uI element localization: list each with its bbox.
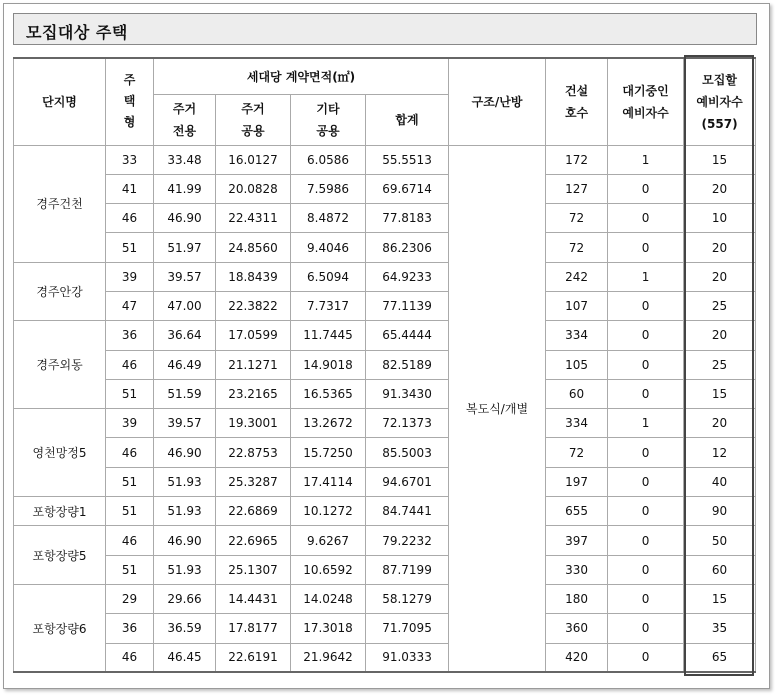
exclusive-area-cell: 51.93 [154,497,216,526]
exclusive-area-cell: 33.48 [154,145,216,174]
table-row [14,497,756,526]
shared-area-cell: 22.3822 [216,291,291,320]
total-area-cell: 91.0333 [366,643,449,672]
built-units-cell: 420 [546,643,608,672]
shared-area-cell: 20.0828 [216,174,291,203]
type-cell: 46 [106,350,154,379]
built-units-cell: 127 [546,174,608,203]
table-row [14,584,756,613]
table-row [14,145,756,174]
waiting-count-cell: 0 [608,643,684,672]
shared-area-cell: 22.4311 [216,204,291,233]
shared-area-cell: 19.3001 [216,409,291,438]
total-area-cell: 85.5003 [366,438,449,467]
recruit-count-cell: 15 [684,584,756,613]
waiting-count-cell: 0 [608,467,684,496]
header-recruit-line: (557) [701,116,738,131]
other-area-cell: 6.0586 [291,145,366,174]
shared-area-cell: 23.2165 [216,379,291,408]
header-type-line: 택 [123,94,136,109]
built-units-cell: 72 [546,233,608,262]
built-units-cell: 655 [546,497,608,526]
header-built [546,58,608,145]
other-area-cell: 10.6592 [291,555,366,584]
built-units-cell: 334 [546,321,608,350]
waiting-count-cell: 0 [608,614,684,643]
total-area-cell: 87.7199 [366,555,449,584]
waiting-count-cell: 0 [608,497,684,526]
shared-area-cell: 22.8753 [216,438,291,467]
other-area-cell: 9.6267 [291,526,366,555]
complex-name-cell: 경주외동 [14,321,106,409]
header-total: 합계 [366,94,449,145]
type-cell: 46 [106,438,154,467]
exclusive-area-cell: 51.97 [154,233,216,262]
page-title: 모집대상 주택 [26,23,128,42]
type-cell: 51 [106,555,154,584]
waiting-count-cell: 1 [608,409,684,438]
complex-name-cell: 영천망정5 [14,409,106,497]
header-shared [216,94,291,145]
total-area-cell: 71.7095 [366,614,449,643]
recruit-count-cell: 20 [684,409,756,438]
built-units-cell: 72 [546,438,608,467]
waiting-count-cell: 0 [608,291,684,320]
exclusive-area-cell: 47.00 [154,291,216,320]
header-waiting [608,58,684,145]
other-area-cell: 14.0248 [291,584,366,613]
header-type-line: 주 [123,73,136,88]
total-area-cell: 72.1373 [366,409,449,438]
built-units-cell: 242 [546,262,608,291]
built-units-cell: 60 [546,379,608,408]
table-row [14,174,756,203]
waiting-count-cell: 0 [608,555,684,584]
waiting-count-cell: 0 [608,233,684,262]
shared-area-cell: 22.6869 [216,497,291,526]
type-cell: 36 [106,321,154,350]
exclusive-area-cell: 46.90 [154,438,216,467]
waiting-count-cell: 0 [608,321,684,350]
total-area-cell: 64.9233 [366,262,449,291]
type-cell: 46 [106,643,154,672]
built-units-cell: 180 [546,584,608,613]
type-cell: 51 [106,497,154,526]
header-recruit-line: 예비자수 [696,94,743,109]
shared-area-cell: 17.8177 [216,614,291,643]
type-cell: 51 [106,379,154,408]
total-area-cell: 77.8183 [366,204,449,233]
other-area-cell: 21.9642 [291,643,366,672]
structure-cell: 복도식/개별 [449,145,546,672]
table-row [14,291,756,320]
exclusive-area-cell: 39.57 [154,262,216,291]
exclusive-area-cell: 41.99 [154,174,216,203]
shared-area-cell: 16.0127 [216,145,291,174]
shared-area-cell: 22.6965 [216,526,291,555]
waiting-count-cell: 0 [608,350,684,379]
recruit-count-cell: 25 [684,291,756,320]
shared-area-cell: 18.8439 [216,262,291,291]
type-cell: 36 [106,614,154,643]
other-area-cell: 11.7445 [291,321,366,350]
other-area-cell: 17.4114 [291,467,366,496]
header-other [291,94,366,145]
shared-area-cell: 14.4431 [216,584,291,613]
header-waiting-line: 예비자수 [622,105,669,120]
built-units-cell: 107 [546,291,608,320]
table-row [14,262,756,291]
waiting-count-cell: 0 [608,204,684,233]
exclusive-area-cell: 46.90 [154,526,216,555]
total-area-cell: 86.2306 [366,233,449,262]
table-row [14,233,756,262]
other-area-cell: 7.7317 [291,291,366,320]
total-area-cell: 84.7441 [366,497,449,526]
recruit-count-cell: 35 [684,614,756,643]
type-cell: 46 [106,526,154,555]
exclusive-area-cell: 51.93 [154,555,216,584]
shared-area-cell: 25.3287 [216,467,291,496]
built-units-cell: 360 [546,614,608,643]
header-built-line: 건설 [564,83,589,98]
total-area-cell: 77.1139 [366,291,449,320]
header-type-line: 형 [123,115,136,130]
other-area-cell: 15.7250 [291,438,366,467]
built-units-cell: 397 [546,526,608,555]
header-other-line: 기타 [316,101,340,116]
type-cell: 47 [106,291,154,320]
exclusive-area-cell: 46.45 [154,643,216,672]
header-exclusive-line: 전용 [172,123,197,138]
recruit-count-cell: 20 [684,233,756,262]
complex-name-cell: 포항장량5 [14,526,106,585]
total-area-cell: 58.1279 [366,584,449,613]
table-row [14,438,756,467]
shared-area-cell: 21.1271 [216,350,291,379]
type-cell: 51 [106,233,154,262]
recruit-count-cell: 60 [684,555,756,584]
other-area-cell: 13.2672 [291,409,366,438]
shared-area-cell: 24.8560 [216,233,291,262]
complex-name-cell: 포항장량6 [14,584,106,672]
header-exclusive-line: 주거 [172,101,197,116]
shared-area-cell: 22.6191 [216,643,291,672]
total-area-cell: 69.6714 [366,174,449,203]
waiting-count-cell: 0 [608,379,684,408]
table-row [14,643,756,672]
header-structure: 구조/난방 [449,58,546,145]
recruit-count-cell: 20 [684,174,756,203]
complex-name-cell: 포항장량1 [14,497,106,526]
total-area-cell: 55.5513 [366,145,449,174]
header-type [106,58,154,145]
recruit-count-cell: 20 [684,262,756,291]
waiting-count-cell: 0 [608,526,684,555]
other-area-cell: 10.1272 [291,497,366,526]
built-units-cell: 72 [546,204,608,233]
recruit-count-cell: 10 [684,204,756,233]
other-area-cell: 8.4872 [291,204,366,233]
housing-table [13,57,756,673]
built-units-cell: 105 [546,350,608,379]
header-exclusive [154,94,216,145]
type-cell: 39 [106,262,154,291]
total-area-cell: 79.2232 [366,526,449,555]
built-units-cell: 334 [546,409,608,438]
total-area-cell: 94.6701 [366,467,449,496]
waiting-count-cell: 0 [608,438,684,467]
other-area-cell: 6.5094 [291,262,366,291]
waiting-count-cell: 0 [608,584,684,613]
table-body [14,145,756,672]
recruit-count-cell: 40 [684,467,756,496]
type-cell: 33 [106,145,154,174]
header-area-group: 세대당 계약면적(㎡) [154,58,449,94]
type-cell: 29 [106,584,154,613]
header-shared-line: 공용 [241,123,265,138]
other-area-cell: 9.4046 [291,233,366,262]
shared-area-cell: 25.1307 [216,555,291,584]
type-cell: 46 [106,204,154,233]
other-area-cell: 17.3018 [291,614,366,643]
total-area-cell: 91.3430 [366,379,449,408]
recruit-count-cell: 25 [684,350,756,379]
exclusive-area-cell: 29.66 [154,584,216,613]
table-row [14,321,756,350]
exclusive-area-cell: 39.57 [154,409,216,438]
recruit-count-cell: 50 [684,526,756,555]
header-recruit-line: 모집할 [702,72,737,87]
title-bar [13,13,757,45]
other-area-cell: 7.5986 [291,174,366,203]
exclusive-area-cell: 36.59 [154,614,216,643]
table-row [14,204,756,233]
shared-area-cell: 17.0599 [216,321,291,350]
recruit-count-cell: 15 [684,145,756,174]
built-units-cell: 330 [546,555,608,584]
header-shared-line: 주거 [241,101,265,116]
table-row [14,379,756,408]
table-row [14,409,756,438]
complex-name-cell: 경주건천 [14,145,106,262]
header-other-line: 공용 [316,123,340,138]
header-waiting-line: 대기중인 [622,83,669,98]
recruit-count-cell: 15 [684,379,756,408]
table-row [14,614,756,643]
exclusive-area-cell: 51.93 [154,467,216,496]
header-recruit [684,58,756,145]
header-complex: 단지명 [14,58,106,145]
exclusive-area-cell: 51.59 [154,379,216,408]
exclusive-area-cell: 46.49 [154,350,216,379]
recruit-count-cell: 12 [684,438,756,467]
waiting-count-cell: 1 [608,262,684,291]
built-units-cell: 172 [546,145,608,174]
other-area-cell: 16.5365 [291,379,366,408]
table-row [14,467,756,496]
exclusive-area-cell: 46.90 [154,204,216,233]
type-cell: 39 [106,409,154,438]
total-area-cell: 82.5189 [366,350,449,379]
table-row [14,350,756,379]
type-cell: 41 [106,174,154,203]
waiting-count-cell: 0 [608,174,684,203]
table-row [14,555,756,584]
built-units-cell: 197 [546,467,608,496]
total-area-cell: 65.4444 [366,321,449,350]
recruit-count-cell: 65 [684,643,756,672]
complex-name-cell: 경주안강 [14,262,106,321]
table-row [14,526,756,555]
recruit-count-cell: 90 [684,497,756,526]
type-cell: 51 [106,467,154,496]
recruit-count-cell: 20 [684,321,756,350]
header-built-line: 호수 [564,105,589,120]
exclusive-area-cell: 36.64 [154,321,216,350]
waiting-count-cell: 1 [608,145,684,174]
other-area-cell: 14.9018 [291,350,366,379]
